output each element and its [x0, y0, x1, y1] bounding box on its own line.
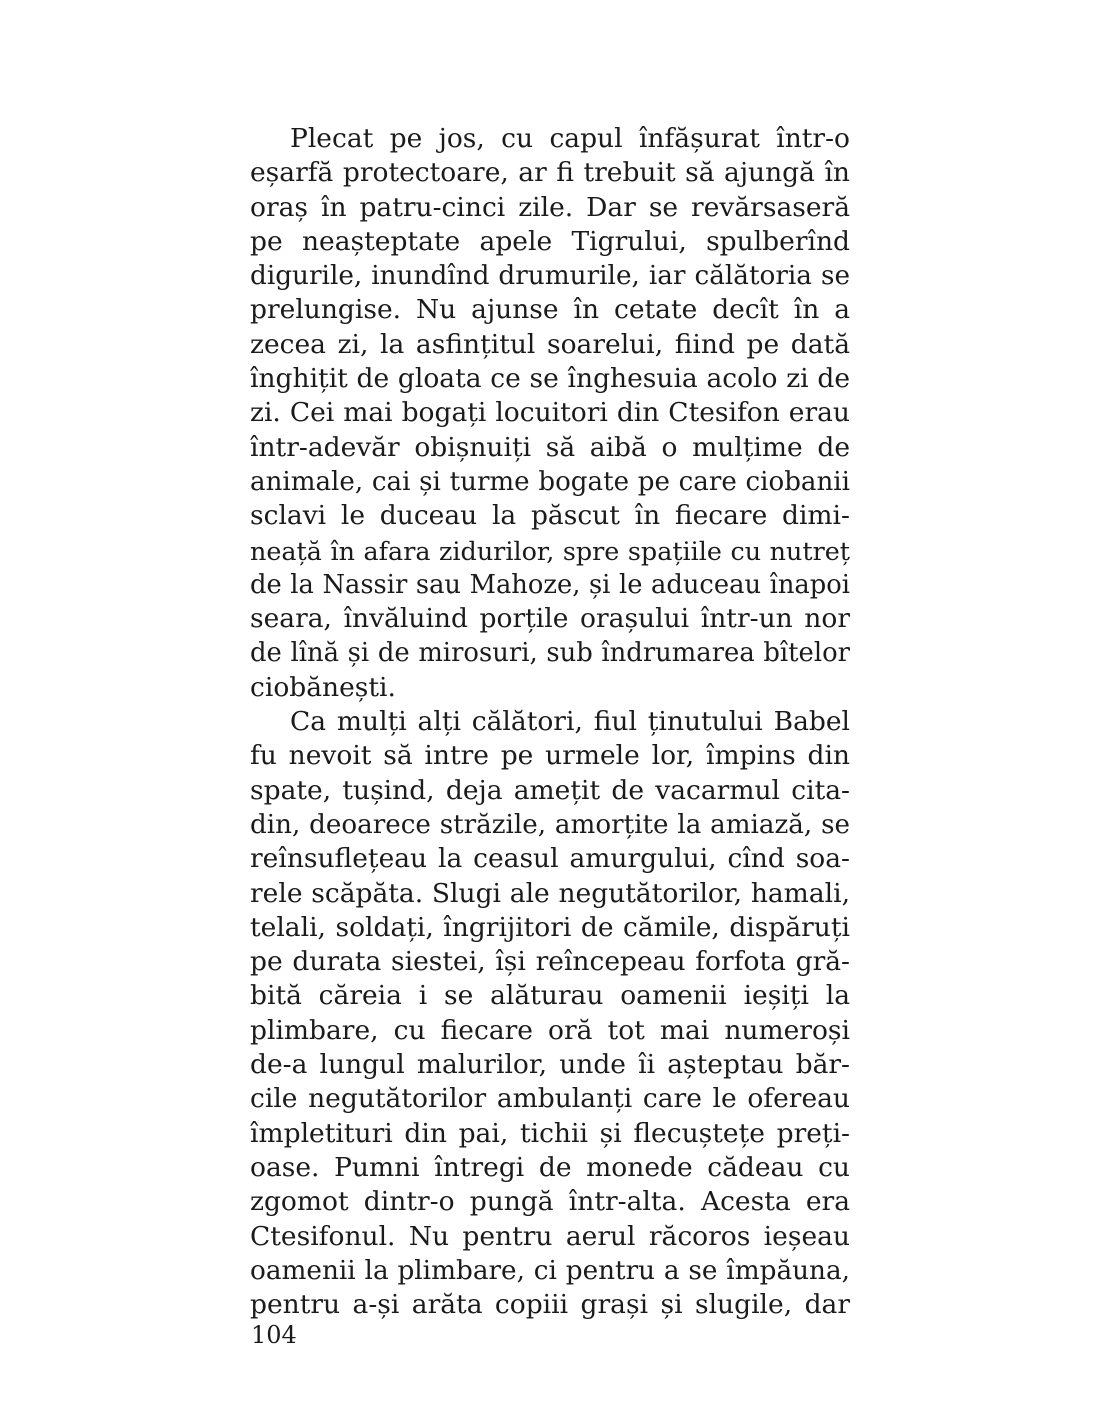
text-line: fu nevoit să intre pe urmele lor, împins din [250, 740, 850, 772]
text-line: Ctesifonul. Nu pentru aerul răcoros ieșeau [250, 1220, 850, 1252]
text-line: neață în afara zidurilor, spre spațiile cu nutreț [250, 535, 850, 566]
text-line: zecea zi, la asfințitul soarelui, fiind pe dată [250, 328, 850, 360]
text-line: oamenii la plimbare, ci pentru a se împăuna, [250, 1255, 850, 1286]
text-line: rele scăpăta. Slugi ale negutătorilor, hamali, [250, 877, 850, 909]
text-line: plimbare, cu fiecare oră tot mai numeroși [250, 1014, 850, 1046]
text-line: digurile, inundînd drumurile, iar călătoria se [250, 261, 850, 292]
text-line: zi. Cei mai bogați locuitori din Ctesifon erau [250, 397, 850, 429]
text-line: de lînă și de mirosuri, sub îndrumarea bîtelor [250, 638, 850, 669]
text-line: zgomot dintr-o pungă într-alta. Acesta era [250, 1186, 850, 1218]
text-line: Ca mulți alți călători, fiul ținutului Babel [290, 706, 850, 738]
text-line: oraș în patru-cinci zile. Dar se revărsaseră [250, 191, 850, 223]
text-line: pe neașteptate apele Tigrului, spulberînd [250, 225, 850, 257]
body-text [250, 122, 850, 1322]
text-line: eșarfă protectoare, ar fi trebuit să ajungă în [250, 157, 850, 189]
text-line: seara, învăluind porțile orașului într-un nor [250, 603, 850, 635]
text-line: spate, tușind, deja amețit de vacarmul cita- [250, 774, 850, 806]
text-line: prelungise. Nu ajunse în cetate decît în a [250, 294, 850, 326]
text-line: de-a lungul malurilor, unde îi așteptau băr- [250, 1049, 850, 1081]
text-line: pe durata siestei, își reîncepeau forfota gră- [250, 946, 850, 978]
text-line: Plecat pe jos, cu capul înfășurat într-o [290, 123, 850, 154]
text-line: animale, cai și turme bogate pe care ciobanii [250, 466, 850, 497]
text-line: reînsuflețeau la ceasul amurgului, cînd soa- [250, 843, 850, 875]
text-line: de la Nassir sau Mahoze, și le aduceau înapoi [250, 569, 850, 600]
text-line: oase. Pumni întregi de monede cădeau cu [250, 1151, 850, 1183]
text-line: sclavi le duceau la păscut în fiecare dimi- [250, 500, 850, 532]
text-line: pentru a-și arăta copiii grași și slugile, dar [250, 1289, 850, 1321]
paragraph-2 [250, 705, 850, 1322]
text-line: din, deoarece străzile, amorțite la amiază, se [250, 809, 850, 840]
paragraph-1 [250, 122, 850, 705]
text-line: cile negutătorilor ambulanți care le ofereau [250, 1083, 850, 1115]
text-line: împletituri din pai, tichii și flecuștețe preți- [250, 1117, 850, 1149]
text-line: telali, soldați, îngrijitori de cămile, dispăruți [250, 911, 850, 943]
text-line: înghițit de gloata ce se înghesuia acolo zi de [250, 363, 850, 395]
text-line: ciobănești. [250, 671, 396, 703]
text-line: într-adevăr obișnuiți să aibă o mulțime de [250, 431, 850, 463]
text-line: bită căreia i se alăturau oamenii ieșiți la [250, 980, 850, 1012]
page-number: 104 [251, 1321, 297, 1349]
